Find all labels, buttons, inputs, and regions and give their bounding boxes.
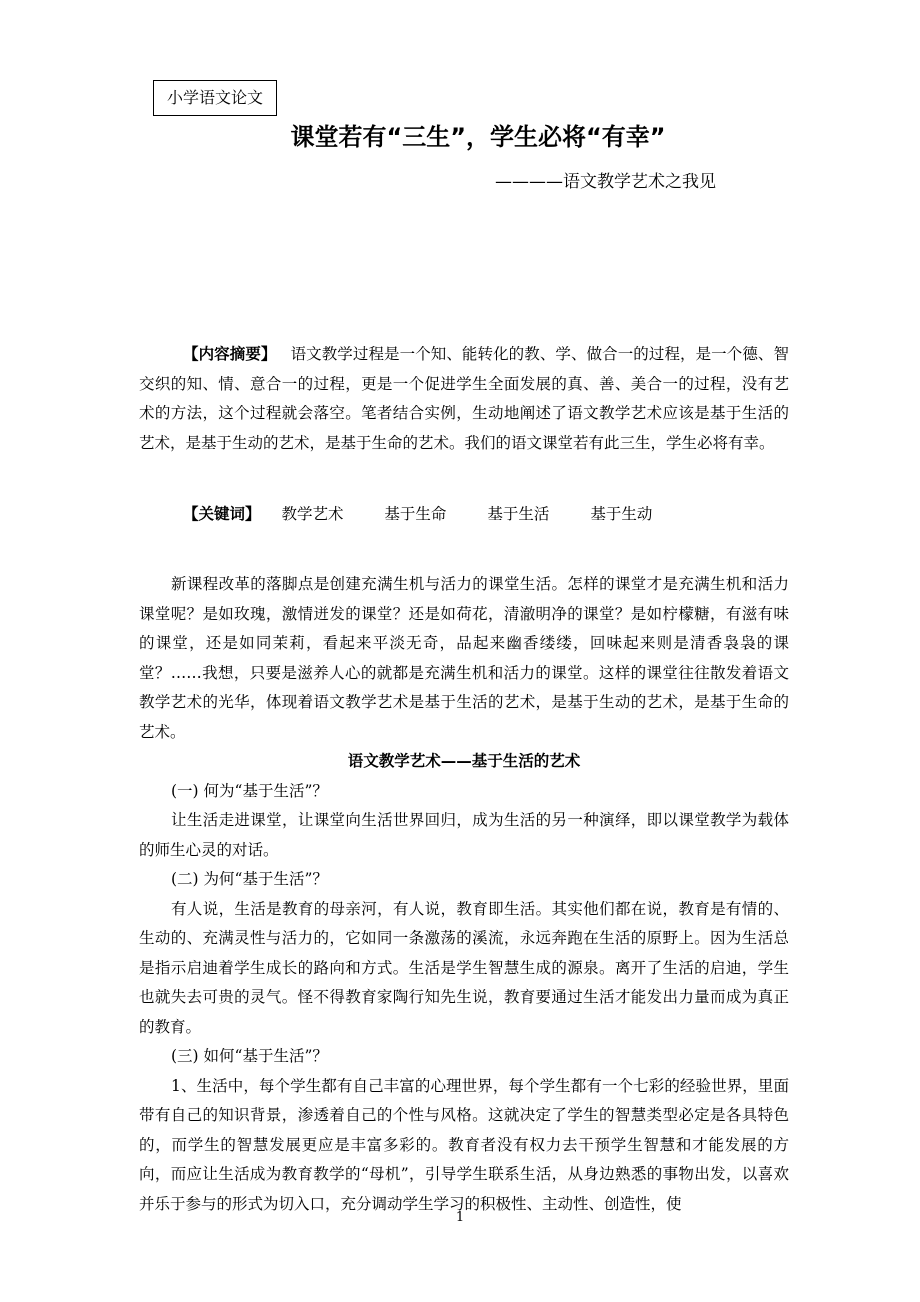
body-text [139, 570, 789, 1219]
page-number: 1 [455, 1210, 465, 1225]
abstract-paragraph [139, 340, 789, 458]
section-heading: 语文教学艺术——基于生活的艺术 [347, 752, 581, 770]
question-heading-3: (三) 如何“基于生活”？ [171, 1047, 328, 1065]
question-heading-1: (一) 何为“基于生活”？ [171, 781, 328, 800]
keywords-line [183, 500, 688, 529]
answer-paragraph-3: 1、生活中，每个学生都有自己丰富的心理世界，每个学生都有一个七彩的经验世界，里面带有自己的知识背景，渗透着自己的个性与风格。这就决定了学生的智慧类型必定是各具特色的，而学生的智慧发展更应是丰富多彩的。教育者没有权力去干预学生智慧和才能发展的方向，而应让生活成为教育教学的“母机”，引导学生联系生活，从身边熟悉的事物出发，以喜欢并乐于参与的形式为切入口，充分调动学生学习的积极性、主动性、创造性，使 [139, 1076, 789, 1213]
category-tag: 小学语文论文 [153, 80, 277, 116]
keyword-item: 教学艺术 [281, 505, 344, 523]
keyword-item: 基于生动 [590, 505, 653, 523]
intro-paragraph: 新课程改革的落脚点是创建充满生机与活力的课堂生活。怎样的课堂才是充满生机和活力课堂呢？是如玫瑰，激情迸发的课堂？还是如荷花，清澈明净的课堂？是如柠檬糖，有滋有味的课堂，还是如同茉莉，看起来平淡无奇，品起来幽香缕缕，回味起来则是清香袅袅的课堂？……我想，只要是滋养人心的就都是充满生机和活力的课堂。这样的课堂往往散发着语文教学艺术的光华，体现着语文教学艺术是基于生活的艺术，是基于生动的艺术，是基于生命的艺术。 [139, 575, 789, 741]
answer-paragraph-1: 让生活走进课堂，让课堂向生活世界回归，成为生活的另一种演绎，即以课堂教学为载体的师生心灵的对话。 [139, 811, 789, 859]
abstract-label: 【内容摘要】 [183, 345, 277, 363]
keyword-item: 基于生命 [384, 505, 447, 523]
keyword-item: 基于生活 [487, 505, 550, 523]
abstract-text: 语文教学过程是一个知、能转化的教、学、做合一的过程，是一个德、智交织的知、情、意合一的过程，更是一个促进学生全面发展的真、善、美合一的过程，没有艺术的方法，这个过程就会落空。笔者结合实例，生动地阐述了语文教学艺术应该是基于生活的艺术，是基于生动的艺术，是基于生命的艺术。我们的语文课堂若有此三生，学生必将有幸。 [139, 345, 789, 452]
page-title: 课堂若有“三生”，学生必将“有幸” [290, 123, 666, 151]
answer-paragraph-2: 有人说，生活是教育的母亲河，有人说，教育即生活。其实他们都在说，教育是有情的、生动的、充满灵性与活力的，它如同一条激荡的溪流，永远奔跑在生活的原野上。因为生活总是指示启迪着学生成长的路向和方式。生活是学生智慧生成的源泉。离开了生活的启迪，学生也就失去可贵的灵气。怪不得教育家陶行知先生说，教育要通过生活才能发出力量而成为真正的教育。 [139, 899, 789, 1036]
page-subtitle: ————语文教学艺术之我见 [495, 172, 716, 192]
keywords-label: 【关键词】 [183, 505, 261, 523]
question-heading-2: (二) 为何“基于生活”？ [171, 870, 328, 888]
